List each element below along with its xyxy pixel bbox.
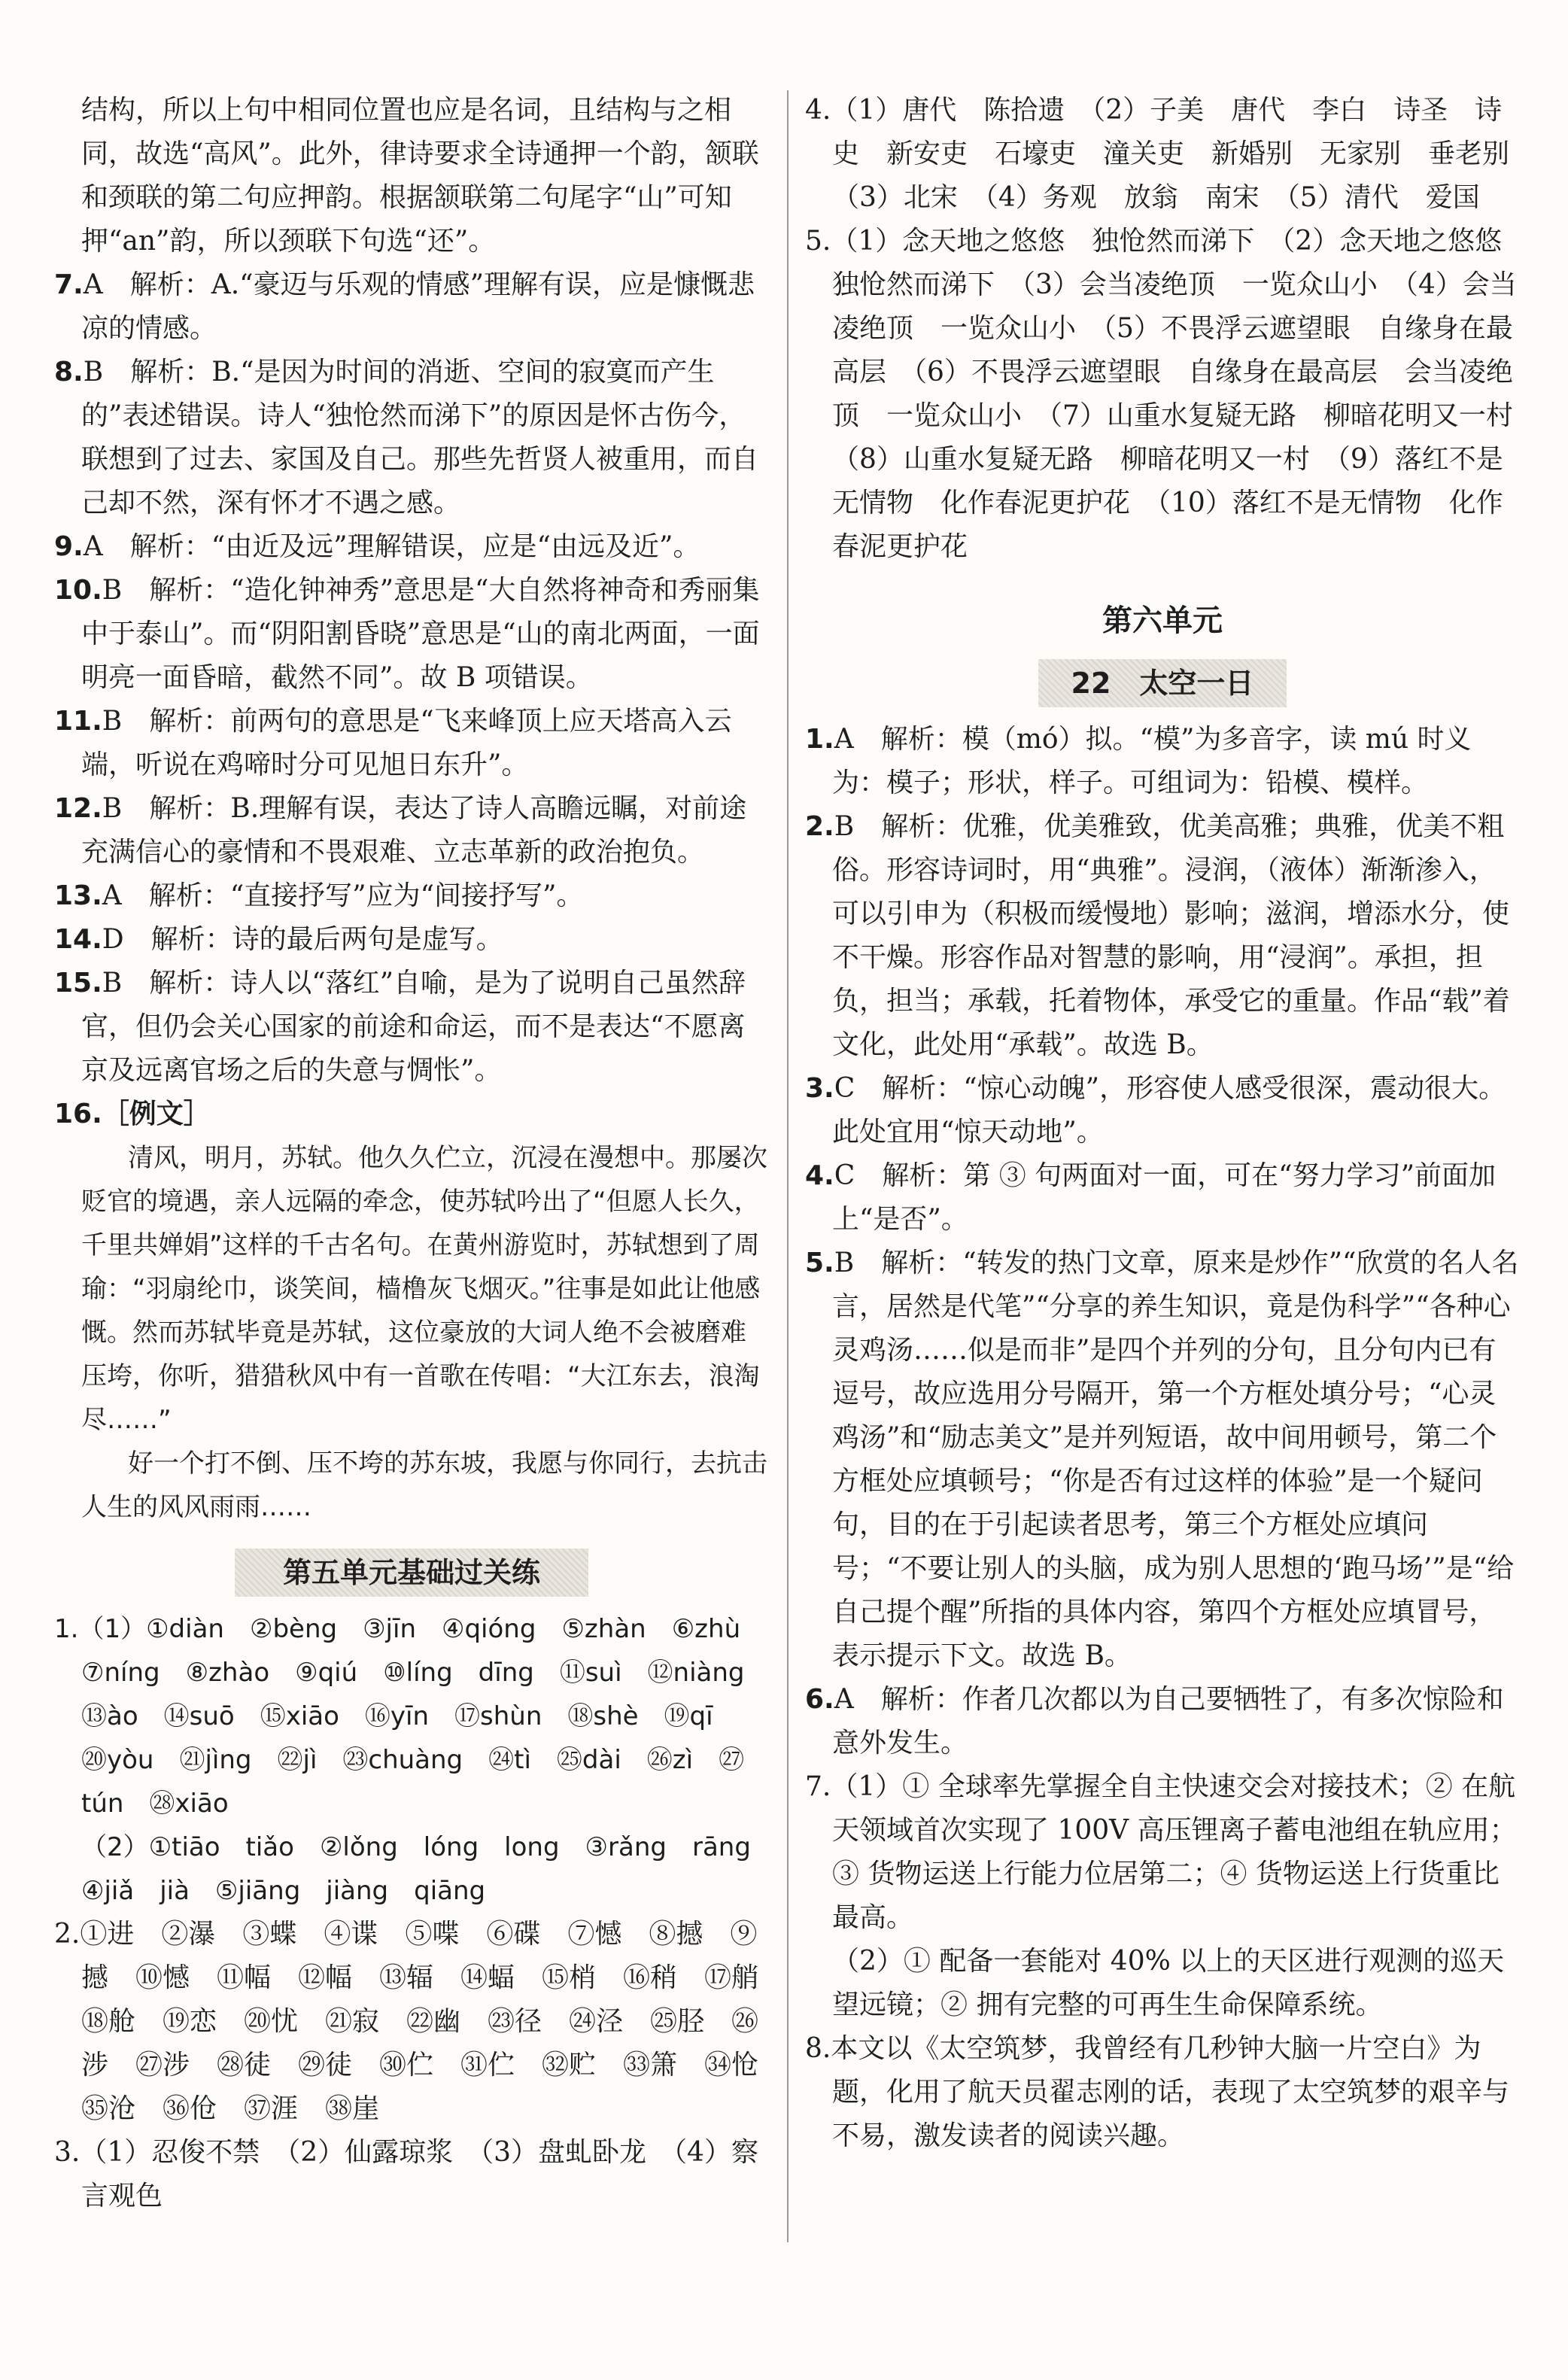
answer-list-right	[805, 718, 1520, 1765]
answer-poem-dictation: 5.（1）念天地之悠悠 独怆然而涕下 （2）念天地之悠悠 独怆然而涕下 （3）会当凌绝顶 一览众山小 （4）会当凌绝顶 一览众山小 （5）不畏浮云遮望眼 自缘身在最高层 （6）不畏浮云遮望眼 自缘身在最高层 会当凌绝顶 一览众山小 （7）山重水复疑无路 柳暗花明又一村 （8）山重水复疑无路 柳暗花明又一村 （9）落红不是无情物 化作春泥更护花 （10）落红不是无情物 化作春泥更护花	[805, 226, 1540, 562]
answer-item-13: 13.A 解析：“直接抒写”应为“间接抒写”。	[54, 880, 584, 911]
unit-title: 第六单元	[1102, 603, 1223, 638]
sample-essay-paragraph-2: 好一个打不倒、压不垮的苏东坡，我愿与你同行，去抗击人生的风风雨雨……	[81, 1448, 767, 1522]
sample-essay-paragraph-1: 清风，明月，苏轼。他久久伫立，沉浸在漫想中。那屡次贬官的境遇，亲人远隔的牵念，使苏轼吟出了“但愿人长久，千里共婵娟”这样的千古名句。在黄州游览时，苏轼想到了周瑜：“羽扇纶巾，谈笑间，樯橹灰飞烟灭。”往事是如此让他感慨。然而苏轼毕竟是苏轼，这位豪放的大词人绝不会被磨难压垮，你听，猎猎秋风中有一首歌在传唱：“大江东去，浪淘尽……”	[81, 1143, 767, 1435]
section-title-unit5-practice: 第五单元基础过关练	[235, 1549, 588, 1597]
lesson-answer-4: 4.C 解析：第 ③ 句两面对一面，可在“努力学习”前面加上“是否”。	[805, 1160, 1496, 1235]
answer-pinyin-part1: 1.（1）①diàn ②bèng ③jīn ④qióng ⑤zhàn ⑥zhù ⑦níng ⑧zhào ⑨qiú ⑩líng dīng ⑪suì ⑫niàng ⑬ào ⑭suō ⑮xiāo ⑯yīn ⑰shùn ⑱shè ⑲qī ⑳yòu ㉑jìng ㉒jì ㉓chuàng ㉔tì ㉕dài ㉖zì ㉗tún ㉘xiāo	[54, 1614, 770, 1819]
lesson-answer-7-part1: 7.（1）① 全球率先掌握全自主快速交会对接技术；② 在航天领域首次实现了 100V 高压锂离子蓄电池组在轨应用；③ 货物运送上行能力位居第二；④ 货物运送上行货重比最高。	[805, 1771, 1517, 1933]
answer-item-11: 11.B 解析：前两句的意思是“飞来峰顶上应天塔高入云端，听说在鸡啼时分可见旭日东升”。	[54, 706, 732, 780]
answer-item-12: 12.B 解析：B.理解有误，表达了诗人高瞻远瞩，对前途充满信心的豪情和不畏艰难、立志革新的政治抱负。	[54, 793, 747, 868]
answer-item-8: 8.B 解析：B.“是因为时间的消逝、空间的寂寞而产生的”表述错误。诗人“独怆然而涕下”的原因是怀古伤今，联想到了过去、家国及自己。那些先哲贤人被重用，而自己却不然，深有怀才不遇之感。	[54, 357, 759, 518]
answer-literature-authors: 4.（1）唐代 陈拾遗 （2）子美 唐代 李白 诗圣 诗史 新安吏 石壕吏 潼关吏 新婚别 无家别 垂老别 （3）北宋 （4）务观 放翁 南宋 （5）清代 爱国	[805, 95, 1537, 213]
answer-item-10: 10.B 解析：“造化钟神秀”意思是“大自然将神奇和秀丽集中于泰山”。而“阴阳割昏晓”意思是“山的南北两面，一面明亮一面昏暗，截然不同”。故 B 项错误。	[54, 575, 760, 693]
intro-paragraph: 结构，所以上句中相同位置也应是名词，且结构与之相同，故选“高风”。此外，律诗要求全诗通押一个韵，颔联和颈联的第二句应押韵。根据颔联第二句尾字“山”可知押“an”韵，所以颈联下句选“还”。	[81, 95, 759, 257]
column-divider	[787, 90, 789, 2242]
answer-item-16-label: 16.［例文］	[54, 1099, 211, 1129]
right-column	[805, 89, 1540, 2158]
answer-item-7: 7.A 解析：A.“豪迈与乐观的情感”理解有误，应是慷慨悲凉的情感。	[54, 269, 755, 344]
answer-item-14: 14.D 解析：诗的最后两句是虚写。	[54, 924, 503, 955]
left-column	[54, 89, 786, 2218]
answer-characters: 2.①进 ②瀑 ③蝶 ④谍 ⑤喋 ⑥碟 ⑦憾 ⑧撼 ⑨撼 ⑩憾 ⑪幅 ⑫幅 ⑬辐 ⑭蝠 ⑮梢 ⑯稍 ⑰艄 ⑱舱 ⑲恋 ⑳忧 ㉑寂 ㉒幽 ㉓径 ㉔泾 ㉕胫 ㉖涉 ㉗涉 ㉘徒 ㉙徒 ㉚伫 ㉛伫 ㉜贮 ㉝箫 ㉞怆 ㉟沧 ㊱伧 ㊲涯 ㊳崖	[54, 1919, 786, 2124]
lesson-answer-7-part2: （2）① 配备一套能对 40% 以上的天区进行观测的巡天望远镜；② 拥有完整的可再生生命保障系统。	[832, 1946, 1505, 2020]
answer-idioms: 3.（1）忍俊不禁 （2）仙露琼浆 （3）盘虬卧龙 （4）察言观色	[54, 2137, 758, 2211]
answer-item-15: 15.B 解析：诗人以“落红”自喻，是为了说明自己虽然辞官，但仍会关心国家的前途和命运，而不是表达“不愿离京及远离官场之后的失意与惆怅”。	[54, 968, 746, 1086]
lesson-answer-2: 2.B 解析：优雅，优美雅致，优美高雅；典雅，优美不粗俗。形容诗词时，用“典雅”。浸润，（液体）渐渐渗入，可以引申为（积极而缓慢地）影响；滋润，增添水分，使不干燥。形容作品对智慧的影响，用“浸润”。承担，担负，担当；承载，托着物体，承受它的重量。作品“载”着文化，此处用“承载”。故选 B。	[805, 811, 1510, 1060]
answer-item-9: 9.A 解析：“由近及远”理解错误，应是“由远及近”。	[54, 531, 700, 562]
lesson-answer-3: 3.C 解析：“惊心动魄”，形容使人感受很深，震动很大。此处宜用“惊天动地”。	[805, 1073, 1506, 1147]
lesson-answer-1: 1.A 解析：模（mó）拟。“模”为多音字，读 mú 时义为：模子；形状，样子。可组词为：铅模、模样。	[805, 724, 1472, 798]
answer-pinyin-part2: （2）①tiāo tiǎo ②lǒng lóng long ③rǎng rāng ④jiǎ jià ⑤jiāng jiàng qiāng	[81, 1832, 776, 1906]
lesson-answer-8: 8.本文以《太空筑梦，我曾经有几秒钟大脑一片空白》为题，化用了航天员翟志刚的话，表现了太空筑梦的艰辛与不易，激发读者的阅读兴趣。	[805, 2033, 1510, 2151]
lesson-title: 22 太空一日	[1038, 659, 1287, 707]
lesson-answer-5: 5.B 解析：“转发的热门文章，原来是炒作”“欣赏的名人名言，居然是代笔”“分享的养生知识，竟是伪科学”“各种心灵鸡汤……似是而非”是四个并列的分句，且分句内已有逗号，故应选用分号隔开，第一个方框处填分号；“心灵鸡汤”和“励志美文”是并列短语，故中间用顿号，第二个方框处应填顿号；“你是否有过这样的体验”是一个疑问句，目的在于引起读者思考，第三个方框处应填问号；“不要让别人的头脑，成为别人思想的‘跑马场’”是“给自己提个醒”所指的具体内容，第四个方框处应填冒号，表示提示下文。故选 B。	[805, 1248, 1519, 1671]
answer-list-left	[54, 263, 769, 1093]
lesson-answer-6: 6.A 解析：作者几次都以为自己要牺牲了，有多次惊险和意外发生。	[805, 1684, 1504, 1758]
